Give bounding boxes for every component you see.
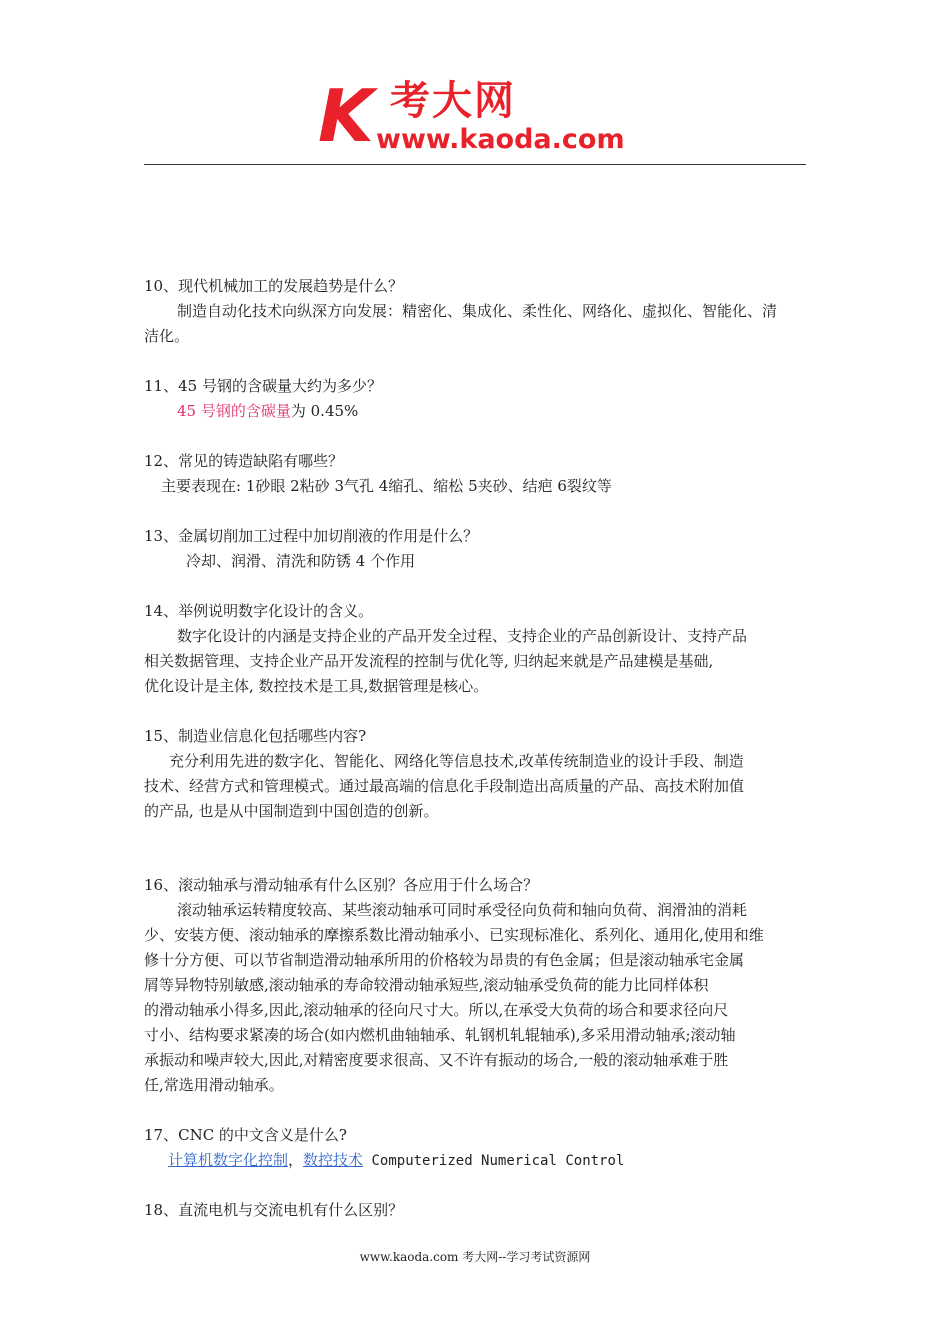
- answer-16-line8: 任,常选用滑动轴承。: [144, 1076, 284, 1094]
- answer-14-line3: 优化设计是主体, 数控技术是工具,数据管理是核心。: [144, 677, 489, 695]
- question-15: 15、制造业信息化包括哪些内容?: [144, 727, 367, 745]
- answer-16-line5: 的滑动轴承小得多,因此,滚动轴承的径向尺寸大。所以,在承受大负荷的场合和要求径向尺: [144, 1001, 729, 1019]
- spacer: [144, 574, 808, 599]
- question-18: 18、直流电机与交流电机有什么区别？: [144, 1201, 404, 1219]
- answer-15-line2: 技术、经营方式和管理模式。通过最高端的信息化手段制造出高质量的产品、高技术附加值: [144, 777, 745, 795]
- question-17: 17、CNC 的中文含义是什么?: [144, 1126, 347, 1144]
- spacer: [144, 699, 808, 724]
- answer-13: 冷却、润滑、清洗和防锈 4 个作用: [186, 552, 416, 570]
- question-11: 11、45 号钢的含碳量大约为多少？: [144, 377, 382, 395]
- answer-16-line7: 承振动和噪声较大,因此,对精密度要求很高、又不许有振动的场合,一般的滚动轴承难于胜: [144, 1051, 729, 1069]
- question-10: 10、现代机械加工的发展趋势是什么？: [144, 277, 404, 295]
- answer-14-line1: 数字化设计的内涵是支持企业的产品开发全过程、支持企业的产品创新设计、支持产品: [177, 627, 748, 645]
- answer-11-highlight: 45 号钢的含碳量: [177, 402, 291, 420]
- answer-16-line3: 修十分方便、可以节省制造滑动轴承所用的价格较为昂贵的有色金属；但是滚动轴承宅金属: [144, 951, 745, 969]
- link-numerical-control-technology[interactable]: 数控技术: [303, 1151, 364, 1169]
- answer-10-line2: 洁化。: [144, 327, 190, 345]
- spacer: [144, 1173, 808, 1198]
- page-footer: www.kaoda.com 考大网--学习考试资源网: [359, 1250, 591, 1264]
- logo-url: www.kaoda.com: [376, 124, 625, 155]
- logo-k-mark: K: [318, 74, 372, 158]
- logo-chinese-name: 考大网: [390, 78, 516, 124]
- answer-14-line2: 相关数据管理、支持企业产品开发流程的控制与优化等, 归纳起来就是产品建模是基础,: [144, 652, 714, 670]
- question-13: 13、金属切削加工过程中加切削液的作用是什么？: [144, 527, 479, 545]
- spacer: [144, 824, 808, 873]
- spacer: [144, 424, 808, 449]
- spacer: [144, 349, 808, 374]
- answer-10-line1: 制造自动化技术向纵深方向发展：精密化、集成化、柔性化、网络化、虚拟化、智能化、清: [177, 302, 778, 320]
- answer-11-rest: 为 0.45%: [290, 402, 359, 420]
- kaoda-logo[interactable]: [318, 74, 648, 158]
- answer-12: 主要表现在: 1砂眼 2粘砂 3气孔 4缩孔、缩松 5夹砂、结疤 6裂纹等: [161, 477, 612, 495]
- spacer: [144, 499, 808, 524]
- answer-16-line6: 寸小、结构要求紧凑的场合(如内燃机曲轴轴承、轧钢机轧辊轴承),多采用滑动轴承;滚动轴: [144, 1026, 736, 1044]
- header-divider: [144, 164, 806, 165]
- spacer: [144, 1098, 808, 1123]
- answer-16-line1: 滚动轴承运转精度较高、某些滚动轴承可同时承受径向负荷和轴向负荷、润滑油的消耗: [177, 901, 748, 919]
- answer-17: [144, 1148, 808, 1173]
- document-body: [144, 274, 808, 1223]
- answer-15-line3: 的产品, 也是从中国制造到中国创造的创新。: [144, 802, 439, 820]
- answer-17-separator: ，: [288, 1151, 304, 1169]
- answer-11: [144, 399, 808, 424]
- question-14: 14、举例说明数字化设计的含义。: [144, 602, 374, 620]
- link-computer-numerical-control[interactable]: 计算机数字化控制: [168, 1151, 289, 1169]
- answer-16-line2: 少、安装方便、滚动轴承的摩擦系数比滑动轴承小、已实现标准化、系列化、通用化,使用和维: [144, 926, 764, 944]
- answer-15-line1: 充分利用先进的数字化、智能化、网络化等信息技术,改革传统制造业的设计手段、制造: [169, 752, 744, 770]
- question-12: 12、常见的铸造缺陷有哪些？: [144, 452, 344, 470]
- answer-17-english: Computerized Numerical Control: [363, 1153, 625, 1169]
- answer-16-line4: 屑等异物特别敏感,滚动轴承的寿命较滑动轴承短些,滚动轴承受负荷的能力比同样体积: [144, 976, 709, 994]
- question-16: 16、滚动轴承与滑动轴承有什么区别？各应用于什么场合？: [144, 876, 539, 894]
